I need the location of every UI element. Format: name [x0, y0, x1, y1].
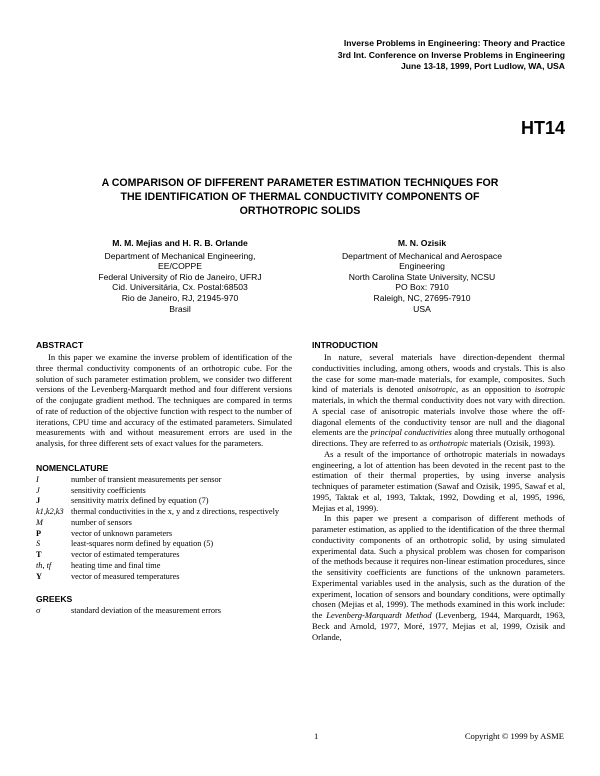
nomenclature-item [36, 572, 292, 583]
author-names: M. M. Mejias and H. R. B. Orlande [112, 238, 248, 248]
greeks-list [36, 606, 292, 617]
nomenclature-symbol: J [36, 485, 40, 495]
text-run: , as an opposition to [455, 384, 535, 395]
affiliation-line: EE/COPPE [158, 261, 202, 272]
nomenclature-heading: NOMENCLATURE [36, 462, 109, 473]
emphasis-term: Levenberg-Marquardt Method [326, 610, 432, 620]
text-run: along three mutually orthogonal directions. They are referred to as [312, 427, 565, 448]
nomenclature-item [36, 529, 292, 540]
emphasis-term: principal conductivities [370, 427, 452, 438]
affiliation-line: Raleigh, NC, 27695-7910 [373, 292, 471, 303]
abstract-heading: ABSTRACT [36, 340, 84, 350]
nomenclature-description: thermal conductivities in the x, y and z directions, respectively [71, 507, 280, 516]
nomenclature-symbol: S [36, 539, 41, 549]
nomenclature-symbol: th, tf [36, 560, 52, 570]
nomenclature-description: sensitivity matrix defined by equation (7) [71, 496, 209, 506]
nomenclature-list [36, 475, 292, 583]
affiliation-line: Brasil [169, 303, 191, 314]
nomenclature-description: vector of estimated temperatures [71, 550, 180, 559]
nomenclature-item [36, 539, 292, 550]
title-line: A COMPARISON OF DIFFERENT PARAMETER ESTIMATION TECHNIQUES FOR [101, 177, 499, 189]
paper-title [80, 176, 520, 218]
emphasis-term: anisotropic [417, 384, 456, 395]
nomenclature-symbol: J [36, 496, 41, 506]
greek-symbol: σ [36, 606, 41, 616]
introduction-paragraph: As a result of the importance of orthotropic materials in nowadays engineering, a lot of attention has been devoted in the recent past to the estimation of their thermal properties, by using inverse analysis techniques of parameter estimation (Sawaf and Ozisik, 1995, Sawaf et al, 1995, Taktak et al, 1993, Taktak, 1992, Dowding et al, 1995, 1996, Mejias et al, 1999). [312, 448, 565, 513]
nomenclature-symbol: T [36, 550, 42, 559]
affiliation-line: Rio de Janeiro, RJ, 21945-970 [121, 292, 239, 303]
nomenclature-item [36, 475, 292, 486]
emphasis-term: orthotropic [429, 438, 468, 448]
nomenclature-symbol: Y [36, 571, 42, 581]
nomenclature-description: vector of unknown parameters [71, 528, 173, 538]
title-line: THE IDENTIFICATION OF THERMAL CONDUCTIVITY COMPONENTS OF [120, 191, 480, 203]
text-run: In nature, several materials have direction-dependent thermal conductivities including, among others, woods and crystals. This is also the case for some man-made materials, for example, composites. Such kind of materials is denoted [312, 352, 565, 395]
text-run: materials, in which the thermal conductivity does not vary with direction. A special case of anisotropic materials involve those where the off-diagonal elements of the conductivity tensor are null and the diagonal elements are the [312, 395, 565, 438]
text-run: materials (Ozisik, 1993). [467, 438, 556, 448]
left-column [36, 340, 292, 617]
copyright-notice: Copyright © 1999 by ASME [464, 731, 564, 741]
nomenclature-item [36, 507, 292, 518]
conference-date-location: June 13-18, 1999, Port Ludlow, WA, USA [401, 61, 565, 72]
page-number: 1 [314, 731, 319, 741]
nomenclature-item [36, 550, 292, 561]
title-line: ORTHOTROPIC SOLIDS [239, 205, 361, 217]
affiliation-line: North Carolina State University, NCSU [348, 271, 496, 282]
nomenclature-description: sensitivity coefficients [71, 485, 146, 495]
affiliation-line: Department of Mechanical Engineering, [104, 250, 256, 261]
nomenclature-description: number of transient measurements per sensor [71, 474, 222, 484]
nomenclature-description: number of sensors [71, 517, 132, 527]
text-run: In this paper we present a comparison of different methods of parameter estimation, as applied to the identification of the three thermal conductivity components of an orthotropic solid, by using simulated experimental data. Such a physical problem was chosen for comparison of the methods because it requires non-linear estimation procedures, since the sensitivity coefficients are functions of the unknown parameters. Experimental variables used in the analysis, such as the duration of the experiment, location of sensors and boundary conditions, were optimally chosen (Mejias et al, 1999). The methods examined in this work include: the [312, 513, 565, 620]
introduction-paragraph [312, 352, 565, 449]
introduction-paragraph [312, 513, 565, 642]
nomenclature-item [36, 496, 292, 507]
affiliation-line: Engineering [399, 261, 445, 272]
paper-id: HT14 [520, 118, 565, 138]
text-run: (Levenberg, 1944, Marquardt, 1963, Beck and Arnold, 1977, Moré, 1977, Mejias et al, 1999, Ozisik and Orlande, [312, 610, 565, 642]
nomenclature-item [36, 518, 292, 529]
nomenclature-description: vector of measured temperatures [71, 571, 180, 581]
affiliation-line: Department of Mechanical and Aerospace [341, 250, 503, 261]
greek-item [36, 606, 292, 617]
conference-header [338, 38, 565, 73]
nomenclature-description: least-squares norm defined by equation (5) [71, 539, 214, 549]
greeks-heading: GREEKS [36, 594, 73, 605]
conference-series: Inverse Problems in Engineering: Theory and Practice [343, 38, 565, 48]
nomenclature-item [36, 486, 292, 497]
affiliation-line: PO Box: 7910 [395, 282, 449, 293]
nomenclature-description: heating time and final time [71, 560, 161, 570]
nomenclature-symbol: P [36, 528, 42, 538]
author-block-right [305, 238, 539, 314]
author-names: M. N. Ozisik [397, 238, 447, 248]
abstract-text: In this paper we examine the inverse problem of identification of the three thermal conductivity components of an orthotropic cube. For the solution of such parameter estimation problem, we consider two different versions of the Levenberg-Marquardt method and four different versions of the conjugate gradient method. The techniques are compared in terms of rate of reduction of the objective function with respect to the number of iterations, CPU time and accuracy of the estimated parameters. Simulated measurements with and without measurement errors are used in the analysis, for three different sets of exact values for the parameters. [36, 352, 292, 448]
nomenclature-symbol: M [36, 517, 43, 527]
nomenclature-symbol: k1,k2,k3 [36, 507, 64, 516]
emphasis-term: isotropic [534, 384, 565, 395]
conference-name: 3rd Int. Conference on Inverse Problems in Engineering [337, 49, 565, 60]
nomenclature-item [36, 561, 292, 572]
right-column [312, 340, 565, 642]
affiliation-line: USA [413, 303, 431, 314]
nomenclature-symbol: I [36, 474, 39, 484]
author-block-left [62, 238, 298, 314]
introduction-heading: INTRODUCTION [312, 340, 378, 350]
affiliation-line: Federal University of Rio de Janeiro, UFRJ [98, 271, 262, 282]
affiliation-line: Cid. Universitária, Cx. Postal:68503 [112, 282, 248, 293]
greek-description: standard deviation of the measurement errors [71, 606, 221, 616]
